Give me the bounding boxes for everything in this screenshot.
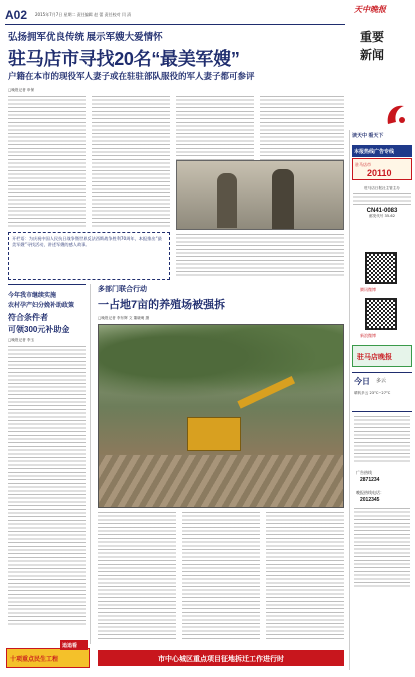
photo-tree	[99, 325, 344, 405]
page-header	[5, 8, 345, 24]
weather-today: 今日	[354, 377, 370, 386]
feature-kicker: 多部门联合行动	[98, 286, 147, 293]
sidebar-divider	[90, 284, 91, 644]
lead-column-5	[176, 234, 344, 278]
green-ad-text: 驻马店晚报	[357, 354, 392, 361]
sidebar-byline: □晚报记者 李玉	[8, 338, 35, 342]
photo-figure-1	[217, 173, 237, 228]
promo-box-number: 20110	[367, 168, 392, 178]
info-lines-2	[354, 508, 410, 588]
sidebar-top-rule	[8, 284, 86, 285]
footer-bottom-bar	[98, 650, 344, 666]
info-lines	[354, 416, 410, 464]
feature-column-3	[266, 512, 344, 640]
masthead	[350, 4, 412, 102]
photo-rubble	[99, 455, 344, 508]
lead-column-2	[92, 96, 170, 228]
ad-hotline-label: 广告热线	[356, 470, 372, 475]
promo-box	[352, 158, 412, 180]
masthead-logo-icon	[384, 102, 410, 130]
feature-column-1	[98, 512, 176, 640]
masthead-section-1: 重要	[360, 30, 385, 44]
sidebar-headline-2: 可领300元补助金	[8, 325, 70, 334]
news-hotline-number: 2012345	[360, 497, 380, 503]
feature-photo	[98, 324, 344, 508]
page-number: A02	[5, 8, 28, 22]
right-column-rule	[349, 130, 350, 670]
weather-condition: 多云	[376, 378, 387, 384]
masthead-name: 天中晚报	[354, 5, 386, 14]
qr-weibo-label: 新浪微博	[360, 333, 376, 338]
lead-deck: 户籍在本市的现役军人妻子或在驻驻部队服役的军人妻子都可参评	[8, 71, 255, 81]
promo-box-label: 驻马店市	[355, 162, 371, 167]
lead-quote-box	[8, 232, 170, 280]
postal-code: 邮发代号 35-62	[369, 214, 395, 218]
footer-left-tag-text: 追追看	[62, 643, 78, 649]
sidebar-kicker: 今年我市继续实施	[8, 293, 57, 299]
promo-banner	[352, 145, 412, 157]
sidebar-body	[8, 346, 86, 626]
feature-column-2	[182, 512, 260, 640]
header-rule	[5, 24, 345, 25]
lead-byline: □晚报记者 申保	[8, 88, 35, 92]
lead-column-1	[8, 96, 86, 228]
feature-byline: □晚报记者 李东辉 文 董晓萌 摄	[98, 316, 150, 320]
lead-headline: 驻马店市寻找20名“最美军嫂”	[8, 49, 240, 69]
news-hotline-label: 晚报热线电话：	[356, 490, 384, 495]
info-column	[353, 186, 411, 246]
cn-number: CN41-0083	[366, 208, 398, 214]
masthead-section-2: 新闻	[360, 48, 385, 62]
footer-left-title: 十项重点民生工程	[10, 657, 59, 663]
publisher: 驻马店日报社主管主办	[364, 186, 400, 190]
publisher-lines	[353, 193, 411, 207]
footer-left-box	[6, 648, 90, 668]
qr-weibo	[365, 298, 397, 330]
qr-weixin-label: 腾讯微博	[360, 287, 376, 292]
lead-kicker: 弘扬拥军优良传统 展示军嫂大爱情怀	[8, 32, 163, 43]
lead-quote: 开栏语：为庆祝中国人民抗日战争暨世界反法西斯战争胜利70周年，本报推出“最美军嫂”寻找活动，讲述军嫂的感人故事。	[12, 236, 162, 247]
green-ad	[352, 345, 412, 367]
footer-bottom-bar-text: 市中心城区重点项目征地拆迁工作进行时	[158, 655, 284, 663]
weather-temp: 晴转多云 23°C~27°C	[354, 391, 391, 395]
header-meta: 2015年7月7日 星期二 责任编辑 赵 蕾 责任校对 闫 清	[35, 12, 132, 17]
lead-photo	[176, 160, 344, 230]
ad-hotline-number: 2871234	[360, 477, 380, 483]
footer-left-tag	[60, 640, 88, 650]
feature-headline: 一占地7亩的养殖场被强拆	[98, 299, 226, 311]
qr-weixin	[365, 252, 397, 284]
sidebar-headline: 符合条件者	[8, 313, 48, 322]
photo-excavator	[187, 417, 241, 451]
promo-text: 本报热线广告专线	[354, 149, 395, 155]
sidebar-kicker-2: 农村孕产妇分娩补助政策	[8, 303, 75, 309]
photo-figure-2	[272, 169, 294, 229]
masthead-tagline: 读天中 看天下	[352, 133, 384, 139]
weather-box	[352, 372, 412, 412]
